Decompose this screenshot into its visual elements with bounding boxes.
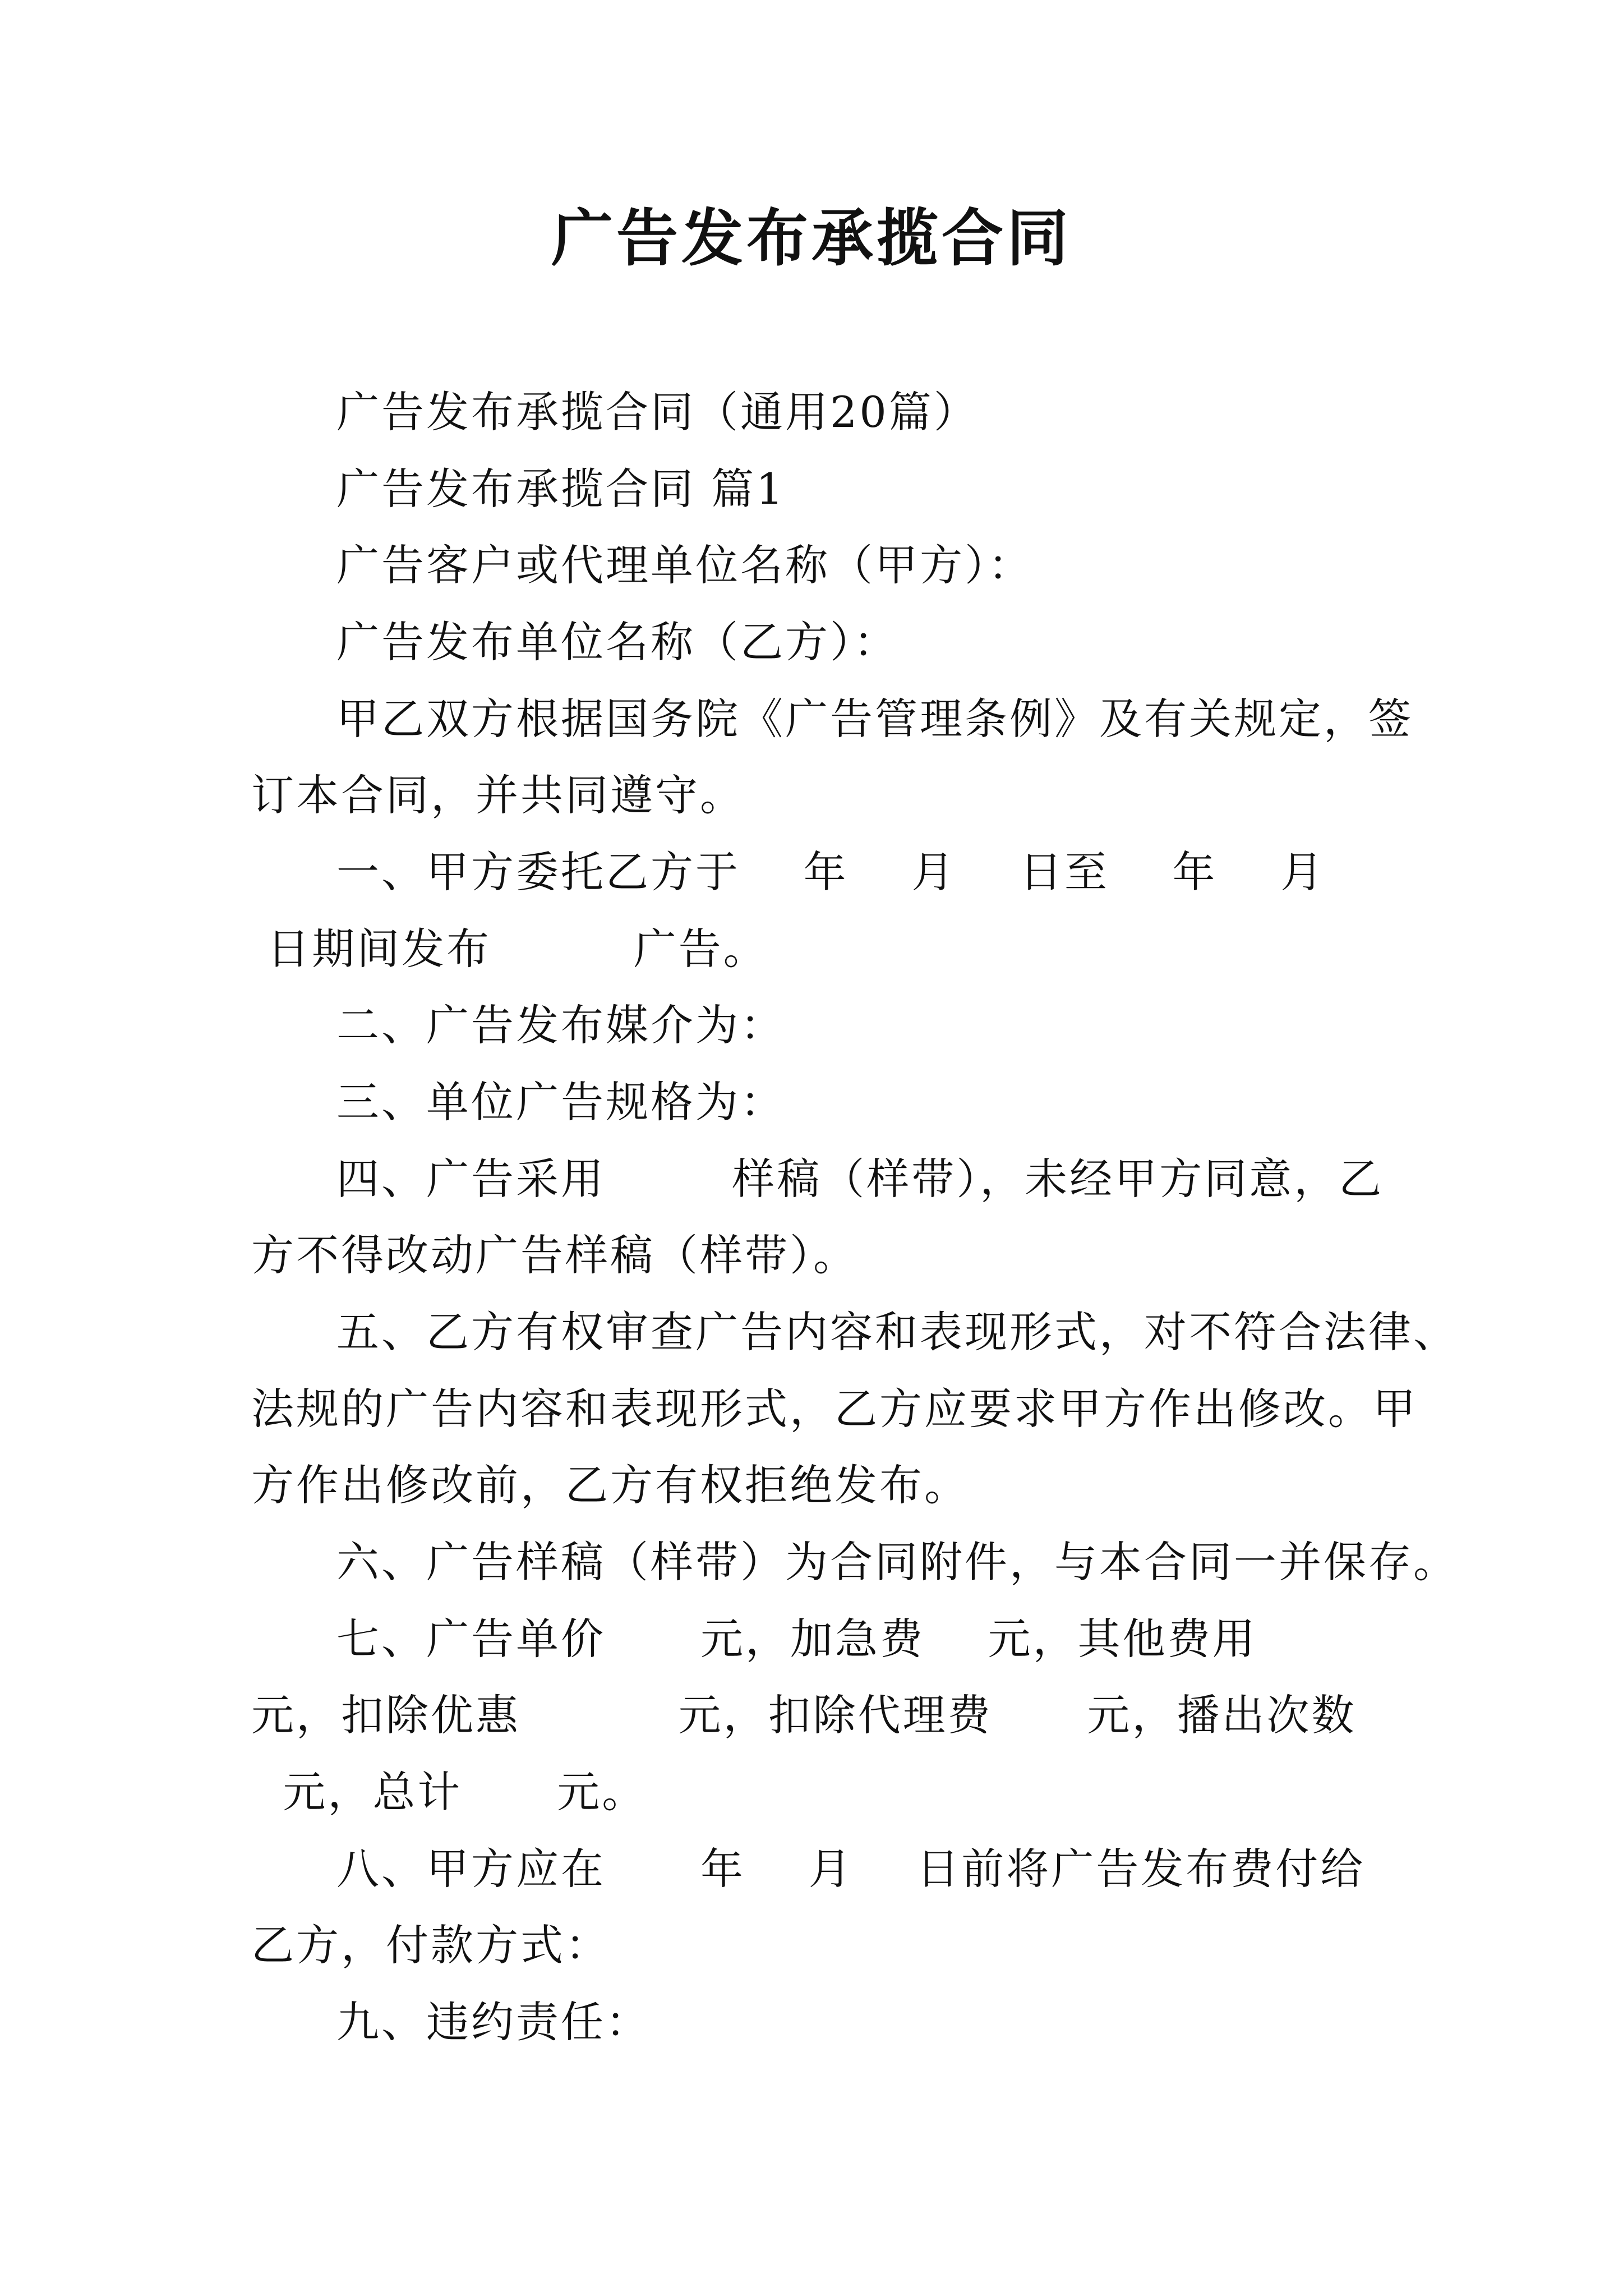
clause-4-line: 四、广告采用 样稿（样带），未经甲方同意，乙 xyxy=(336,1154,1384,1204)
clause-7-line: 七、广告单价 元，加急费 元，其他费用 xyxy=(336,1614,1257,1664)
document-title: 广告发布承揽合同 xyxy=(551,202,1072,274)
clause-3-line: 三、单位广告规格为： xyxy=(336,1077,785,1127)
clause-6-line: 六、广告样稿（样带）为合同附件，与本合同一并保存。 xyxy=(336,1537,1458,1587)
clause-8-line: 乙方，付款方式： xyxy=(251,1920,610,1970)
clause-5-line: 五、乙方有权审查广告内容和表现形式，对不符合法律、 xyxy=(336,1307,1458,1357)
section-heading: 广告发布承揽合同 篇1 xyxy=(336,464,786,514)
party-b-line: 广告发布单位名称（乙方）： xyxy=(336,617,898,667)
clause-1-line: 日期间发布 广告。 xyxy=(251,924,768,974)
clause-5-line: 方作出修改前，乙方有权拒绝发布。 xyxy=(251,1460,969,1510)
clause-5-line: 法规的广告内容和表现形式，乙方应要求甲方作出修改。甲 xyxy=(251,1384,1418,1434)
clause-2-line: 二、广告发布媒介为： xyxy=(336,1000,785,1050)
paragraph-line: 订本合同，并共同遵守。 xyxy=(251,770,745,820)
clause-4-line: 方不得改动广告样稿（样带）。 xyxy=(251,1230,858,1280)
clause-7-line: 元，总计 元。 xyxy=(251,1767,647,1817)
paragraph-line: 甲乙双方根据国务院《广告管理条例》及有关规定，签 xyxy=(336,694,1413,744)
clause-9-line: 九、违约责任： xyxy=(336,1997,651,2047)
clause-8-line: 八、甲方应在 年 月 日前将广告发布费付给 xyxy=(336,1844,1366,1894)
clause-1-line: 一、甲方委托乙方于 年 月 日至 年 月 xyxy=(336,847,1326,897)
clause-7-line: 元，扣除优惠 元，扣除代理费 元，播出次数 xyxy=(251,1690,1357,1740)
party-a-line: 广告客户或代理单位名称（甲方）： xyxy=(336,540,1033,590)
subtitle-line: 广告发布承揽合同（通用20篇） xyxy=(336,387,979,437)
